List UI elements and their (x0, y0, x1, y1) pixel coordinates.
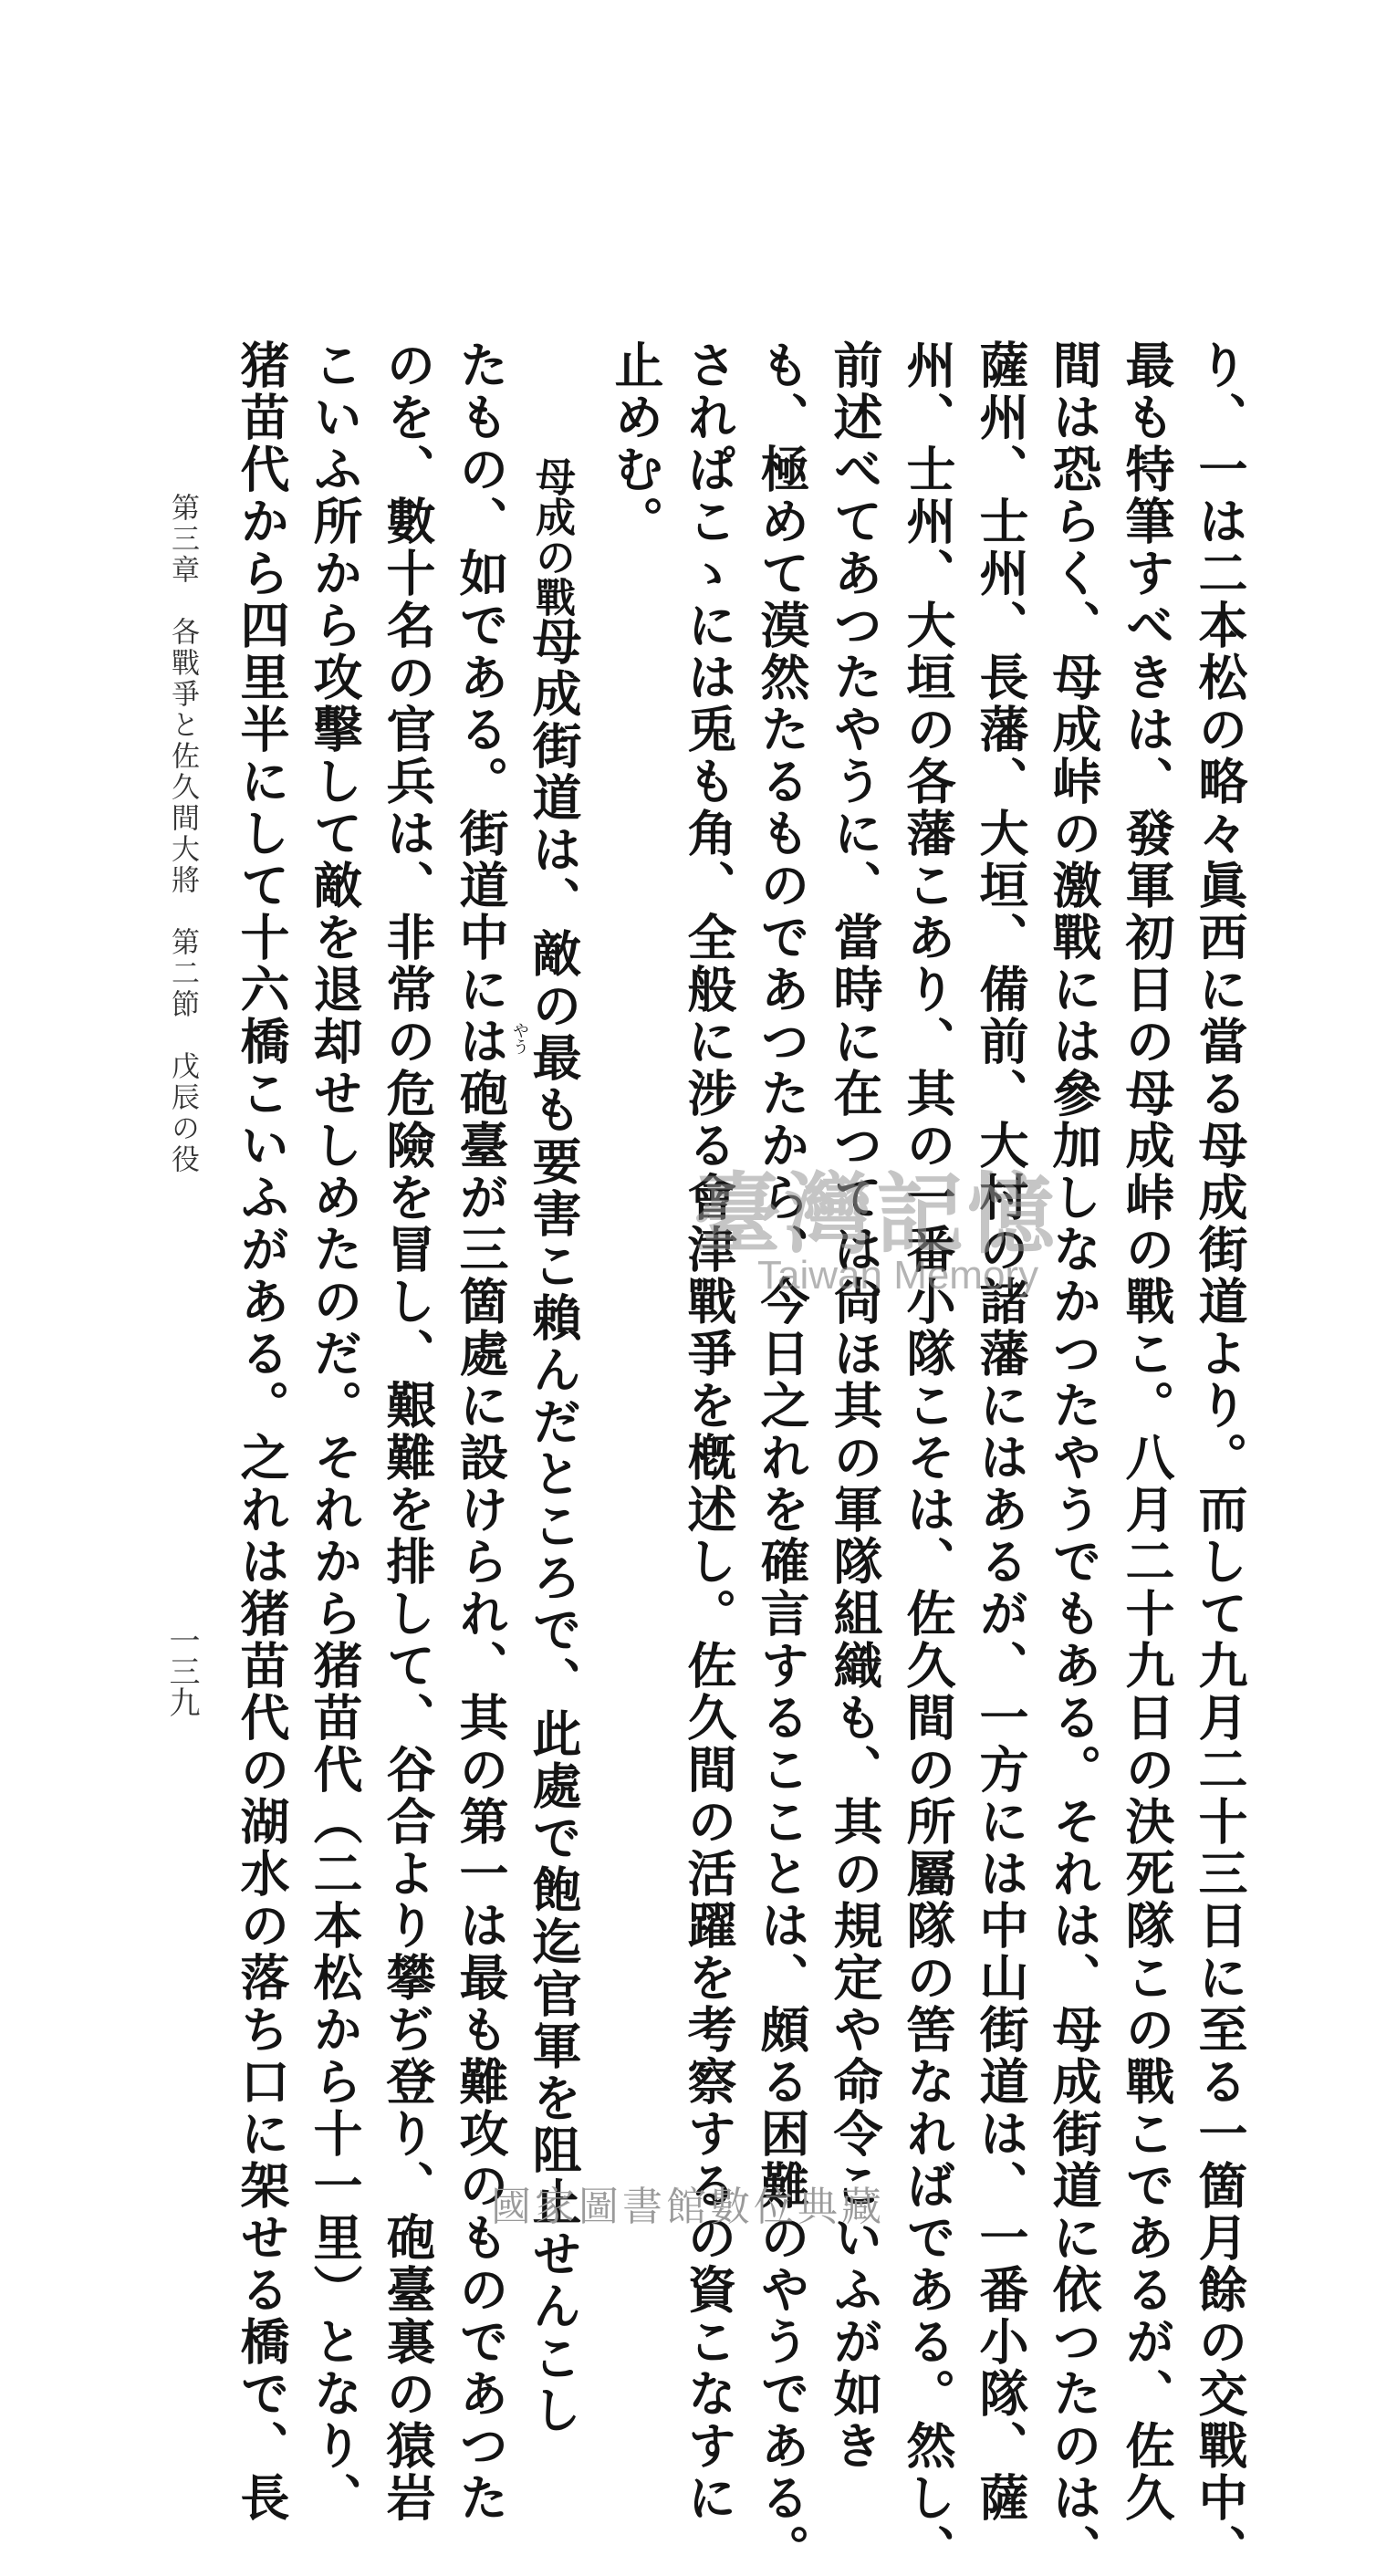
text-column-13: こいふ所から攻擊して敵を退却せしめたのだ。それから猪苗代（二本松から十一里）となり、 (306, 339, 364, 2524)
text-column-1: り、一は二本松の略々眞西に當る母成街道より。而して九月二十三日に至る一箇月餘の交戰中、 (1191, 339, 1249, 2576)
text-column-2: 最も特筆すべきは、發軍初日の母成峠の戰こ。八月二十九日の決死隊この戰こであるが、佐久 (1118, 339, 1176, 2524)
library-brand: 國家圖書館數位典藏 (491, 2184, 885, 2230)
running-head: 第三章 各戰爭と佐久間大將 第二節 戊辰の役 (166, 493, 199, 1175)
text-column-3: 間は恐らく、母成峠の激戰には參加しなかつたやうでもある。それは、母成街道に依つたのは、 (1045, 339, 1103, 2576)
text-column-12: のを、數十名の官兵は、非常の危險を冒し、艱難を排して、谷合より攀ぢ登り、砲臺裏の猿岩 (379, 339, 437, 2524)
watermark-english-text: Taiwan Memory (757, 1253, 1039, 1298)
text-column-14: 猪苗代から四里半にして十六橋こいふがある。之れは猪苗代の湖水の落ち口に架せる橋で、長 (233, 339, 291, 2524)
section-heading: 母成の戰 (528, 456, 575, 617)
text-column-7: も、極めて漠然たるものであつたから、今日之れを確言するこことは、頗る困難のやうである。 (753, 339, 811, 2576)
section-first-line: 母成街道は、敵の最も要害こ賴んだところで、此處で飽迄官軍を阻止せんこし (525, 616, 583, 2436)
text-column-8: されぱこゝには兎も角、全般に涉る會津戰爭を槪述し。佐久間の活躍を考察するの資こなすに (680, 339, 738, 2524)
text-column-6: 前述べてあつたやうに、當時に在つては尙ほ其の軍隊組織も、其の規定や命令こいふが如き (826, 339, 884, 2472)
furigana-annotation: やう (510, 1022, 529, 1055)
watermark-chinese-text: 臺灣記憶 (693, 1163, 1058, 1266)
page-number: 一三九 (163, 1624, 200, 1717)
text-column-4: 薩州、士州、長藩、大垣、備前、大村の諸藩にはあるが、一方には中山街道は、一番小隊、薩 (972, 339, 1030, 2524)
text-column-9: 止めむ。 (607, 339, 665, 548)
taiwan-memory-watermark (693, 1145, 1168, 1309)
text-column-5: 州、士州、大垣の各藩こあり、其の一番小隊こそは、佐久間の所屬隊の筈なればである。然し、 (899, 339, 957, 2576)
text-column-11: たもの、如である。街道中には砲臺が三箇處に設けられ、其の第一は最も難攻のものであつた (452, 339, 510, 2524)
